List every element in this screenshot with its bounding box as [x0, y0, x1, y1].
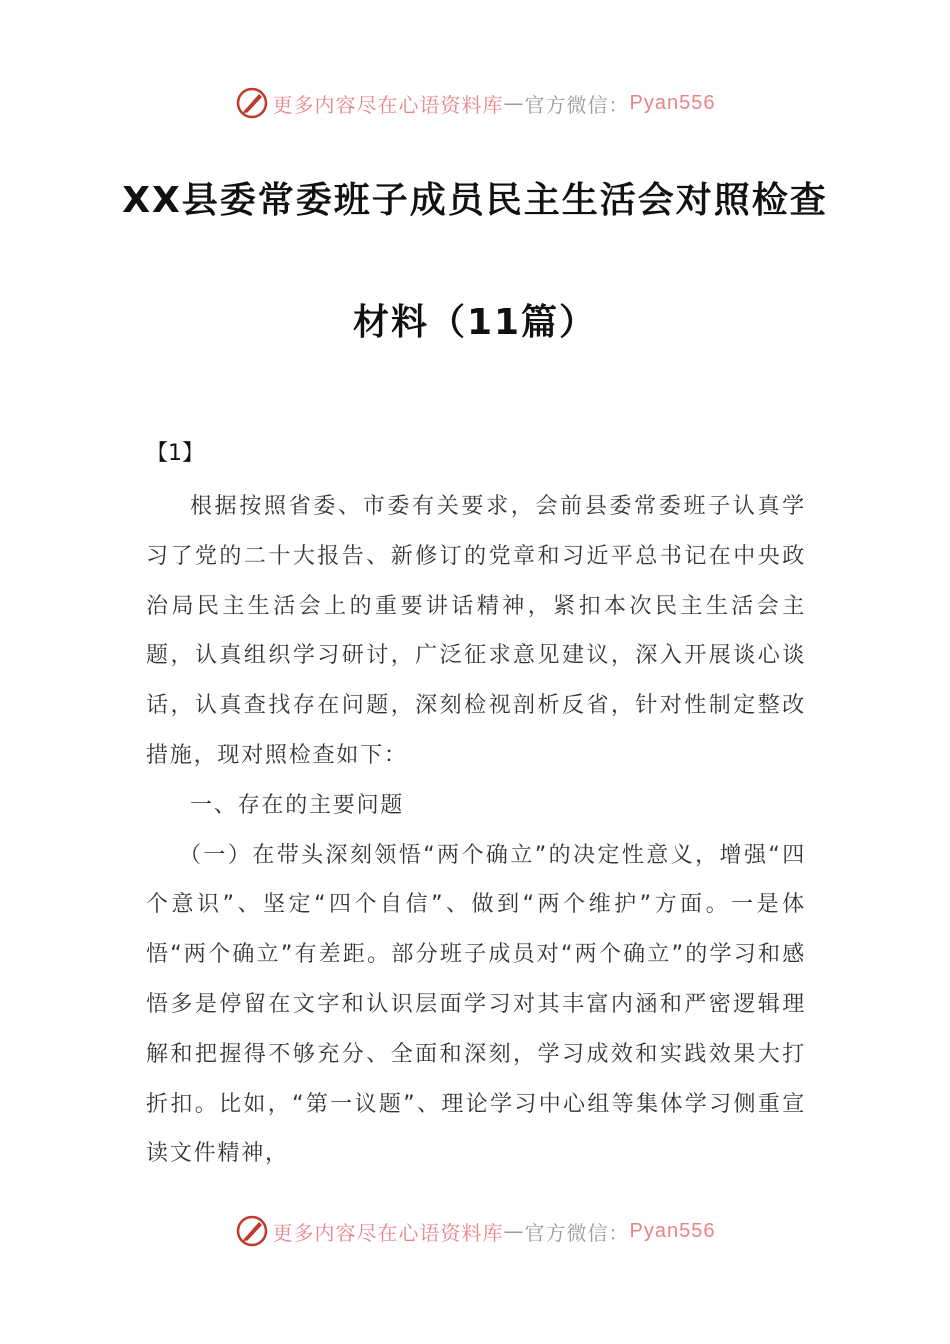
document-title-line-1: XX县委常委班子成员民主生活会对照检查	[122, 180, 828, 221]
watermark-main-text: 更多内容尽在心语资料库	[272, 92, 504, 117]
watermark-banner-top	[0, 83, 950, 123]
paragraph-problem-1: （一）在带头深刻领悟“两个确立”的决定性意义，增强“四个意识”、坚定“四个自信”、做到“两个维护”方面。一是体悟“两个确立”有差距。部分班子成员对“两个确立”的学习和感悟多是停留在文字和认识层面学习对其丰富内涵和严密逻辑理解和把握得不够充分、全面和深刻，学习成效和实践效果大打折扣。比如，“第一议题”、理论学习中心组等集体学习侧重宣读文件精神，	[146, 842, 806, 1167]
paragraph-intro: 根据按照省委、市委有关要求，会前县委常委班子认真学习了党的二十大报告、新修订的党章和习近平总书记在中央政治局民主生活会上的重要讲话精神，紧扣本次民主生活会主题，认真组织学习研讨，广泛征求意见建议，深入开展谈心谈话，认真查找存在问题，深刻检视剖析反省，针对性制定整改措施，现对照检查如下：	[146, 494, 806, 768]
quill-logo-icon	[235, 1214, 269, 1248]
watermark-official-label: 官方微信：	[524, 1220, 630, 1245]
quill-logo-icon	[235, 86, 269, 120]
document-title-line-2: 材料（11篇）	[352, 302, 598, 343]
watermark-dash: —	[503, 91, 525, 115]
watermark-official-label: 官方微信：	[524, 92, 630, 117]
watermark-wechat-id: Pyan556	[629, 91, 716, 114]
paragraph-heading: 一、存在的主要问题	[190, 792, 405, 818]
watermark-wechat-id: Pyan556	[629, 1219, 716, 1242]
section-number: 【1】	[146, 441, 204, 466]
watermark-banner-bottom	[0, 1211, 950, 1251]
document-body	[146, 482, 806, 1179]
watermark-main-text: 更多内容尽在心语资料库	[272, 1220, 504, 1245]
watermark-dash: —	[503, 1219, 525, 1243]
